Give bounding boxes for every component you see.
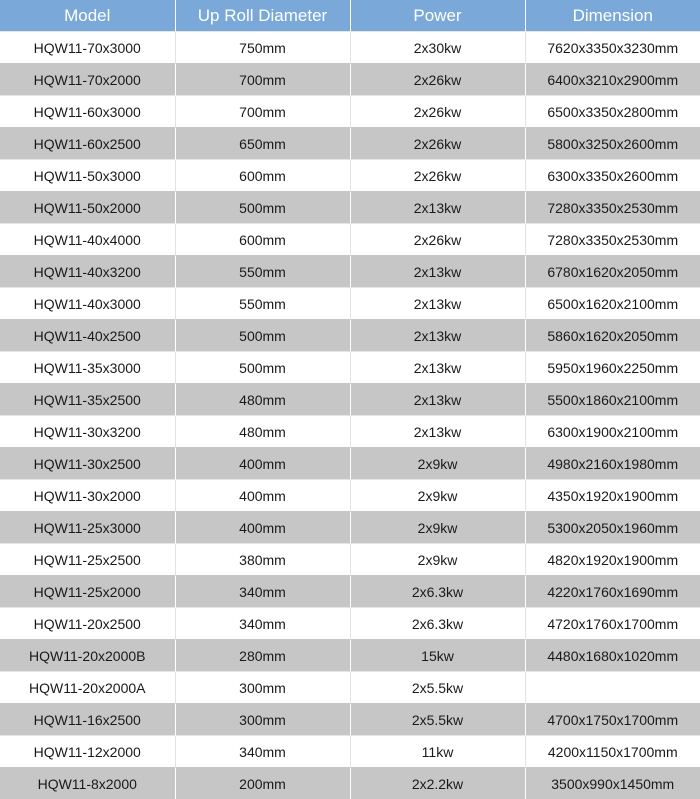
- cell-power: 2x26kw: [350, 160, 525, 192]
- cell-dimension: 7280x3350x2530mm: [525, 224, 700, 256]
- cell-up-roll-diameter: 600mm: [175, 160, 350, 192]
- header-power: Power: [350, 0, 525, 32]
- table-row: [0, 736, 700, 768]
- cell-dimension: 6300x3350x2600mm: [525, 160, 700, 192]
- header-up-roll-diameter: Up Roll Diameter: [175, 0, 350, 32]
- cell-up-roll-diameter: 400mm: [175, 512, 350, 544]
- cell-up-roll-diameter: 400mm: [175, 448, 350, 480]
- cell-model: HQW11-50x2000: [0, 192, 175, 224]
- cell-dimension: 6400x3210x2900mm: [525, 64, 700, 96]
- cell-power: 2x30kw: [350, 32, 525, 64]
- table-row: [0, 128, 700, 160]
- table-row: [0, 640, 700, 672]
- cell-power: 2x6.3kw: [350, 576, 525, 608]
- cell-up-roll-diameter: 300mm: [175, 704, 350, 736]
- table-row: [0, 256, 700, 288]
- cell-up-roll-diameter: 750mm: [175, 32, 350, 64]
- cell-model: HQW11-30x2000: [0, 480, 175, 512]
- cell-up-roll-diameter: 380mm: [175, 544, 350, 576]
- cell-up-roll-diameter: 500mm: [175, 192, 350, 224]
- cell-power: 2x26kw: [350, 224, 525, 256]
- cell-dimension: 5800x3250x2600mm: [525, 128, 700, 160]
- cell-model: HQW11-20x2000A: [0, 672, 175, 704]
- table-row: [0, 512, 700, 544]
- table-row: [0, 352, 700, 384]
- cell-dimension: 7620x3350x3230mm: [525, 32, 700, 64]
- cell-up-roll-diameter: 500mm: [175, 352, 350, 384]
- cell-dimension: 5300x2050x1960mm: [525, 512, 700, 544]
- cell-dimension: 4220x1760x1690mm: [525, 576, 700, 608]
- header-dimension: Dimension: [525, 0, 700, 32]
- cell-dimension: 4700x1750x1700mm: [525, 704, 700, 736]
- cell-power: 2x26kw: [350, 128, 525, 160]
- cell-up-roll-diameter: 340mm: [175, 576, 350, 608]
- cell-dimension: 4820x1920x1900mm: [525, 544, 700, 576]
- cell-model: HQW11-35x2500: [0, 384, 175, 416]
- cell-model: HQW11-40x4000: [0, 224, 175, 256]
- table-row: [0, 608, 700, 640]
- cell-dimension: 4980x2160x1980mm: [525, 448, 700, 480]
- cell-power: 2x6.3kw: [350, 608, 525, 640]
- cell-dimension: 4200x1150x1700mm: [525, 736, 700, 768]
- cell-model: HQW11-70x3000: [0, 32, 175, 64]
- table-header: [0, 0, 700, 32]
- cell-model: HQW11-40x3200: [0, 256, 175, 288]
- table-row: [0, 672, 700, 704]
- cell-model: HQW11-30x2500: [0, 448, 175, 480]
- cell-dimension: 4350x1920x1900mm: [525, 480, 700, 512]
- table-row: [0, 480, 700, 512]
- cell-up-roll-diameter: 480mm: [175, 384, 350, 416]
- table-row: [0, 448, 700, 480]
- cell-model: HQW11-20x2500: [0, 608, 175, 640]
- cell-model: HQW11-50x3000: [0, 160, 175, 192]
- cell-model: HQW11-16x2500: [0, 704, 175, 736]
- cell-power: 2x13kw: [350, 320, 525, 352]
- cell-dimension: 6500x1620x2100mm: [525, 288, 700, 320]
- table-row: [0, 160, 700, 192]
- cell-model: HQW11-25x2000: [0, 576, 175, 608]
- cell-model: HQW11-25x3000: [0, 512, 175, 544]
- cell-dimension: 7280x3350x2530mm: [525, 192, 700, 224]
- cell-model: HQW11-60x3000: [0, 96, 175, 128]
- cell-model: HQW11-60x2500: [0, 128, 175, 160]
- cell-power: 2x5.5kw: [350, 672, 525, 704]
- cell-power: 2x5.5kw: [350, 704, 525, 736]
- table-row: [0, 768, 700, 799]
- cell-power: 15kw: [350, 640, 525, 672]
- cell-dimension: 4720x1760x1700mm: [525, 608, 700, 640]
- cell-power: 2x9kw: [350, 512, 525, 544]
- cell-up-roll-diameter: 300mm: [175, 672, 350, 704]
- cell-power: 2x13kw: [350, 384, 525, 416]
- cell-power: 2x13kw: [350, 256, 525, 288]
- cell-dimension: 5950x1960x2250mm: [525, 352, 700, 384]
- cell-dimension: 4480x1680x1020mm: [525, 640, 700, 672]
- cell-model: HQW11-30x3200: [0, 416, 175, 448]
- cell-up-roll-diameter: 400mm: [175, 480, 350, 512]
- cell-power: 2x2.2kw: [350, 768, 525, 799]
- cell-dimension: [525, 672, 700, 704]
- cell-power: 2x26kw: [350, 64, 525, 96]
- cell-power: 2x13kw: [350, 288, 525, 320]
- table-body: [0, 32, 700, 799]
- table-row: [0, 192, 700, 224]
- cell-up-roll-diameter: 200mm: [175, 768, 350, 799]
- header-row: [0, 0, 700, 32]
- cell-dimension: 3500x990x1450mm: [525, 768, 700, 799]
- cell-up-roll-diameter: 340mm: [175, 736, 350, 768]
- table-row: [0, 320, 700, 352]
- cell-power: 2x9kw: [350, 448, 525, 480]
- cell-power: 2x9kw: [350, 480, 525, 512]
- cell-model: HQW11-20x2000B: [0, 640, 175, 672]
- cell-power: 2x13kw: [350, 416, 525, 448]
- cell-power: 2x9kw: [350, 544, 525, 576]
- table-row: [0, 704, 700, 736]
- cell-model: HQW11-25x2500: [0, 544, 175, 576]
- cell-model: HQW11-8x2000: [0, 768, 175, 799]
- cell-dimension: 5500x1860x2100mm: [525, 384, 700, 416]
- cell-up-roll-diameter: 550mm: [175, 288, 350, 320]
- table-row: [0, 416, 700, 448]
- table-row: [0, 224, 700, 256]
- cell-up-roll-diameter: 280mm: [175, 640, 350, 672]
- cell-up-roll-diameter: 550mm: [175, 256, 350, 288]
- cell-dimension: 5860x1620x2050mm: [525, 320, 700, 352]
- cell-power: 2x26kw: [350, 96, 525, 128]
- cell-model: HQW11-40x2500: [0, 320, 175, 352]
- cell-model: HQW11-35x3000: [0, 352, 175, 384]
- table-row: [0, 32, 700, 64]
- table-row: [0, 384, 700, 416]
- cell-up-roll-diameter: 480mm: [175, 416, 350, 448]
- cell-dimension: 6780x1620x2050mm: [525, 256, 700, 288]
- cell-power: 2x13kw: [350, 192, 525, 224]
- table-row: [0, 96, 700, 128]
- header-model: Model: [0, 0, 175, 32]
- cell-model: HQW11-40x3000: [0, 288, 175, 320]
- table-row: [0, 288, 700, 320]
- cell-up-roll-diameter: 600mm: [175, 224, 350, 256]
- table-row: [0, 64, 700, 96]
- cell-dimension: 6300x1900x2100mm: [525, 416, 700, 448]
- cell-up-roll-diameter: 700mm: [175, 64, 350, 96]
- cell-up-roll-diameter: 650mm: [175, 128, 350, 160]
- cell-up-roll-diameter: 700mm: [175, 96, 350, 128]
- cell-dimension: 6500x3350x2800mm: [525, 96, 700, 128]
- cell-model: HQW11-70x2000: [0, 64, 175, 96]
- cell-up-roll-diameter: 500mm: [175, 320, 350, 352]
- cell-power: 2x13kw: [350, 352, 525, 384]
- table-row: [0, 576, 700, 608]
- cell-up-roll-diameter: 340mm: [175, 608, 350, 640]
- cell-model: HQW11-12x2000: [0, 736, 175, 768]
- table-row: [0, 544, 700, 576]
- cell-power: 11kw: [350, 736, 525, 768]
